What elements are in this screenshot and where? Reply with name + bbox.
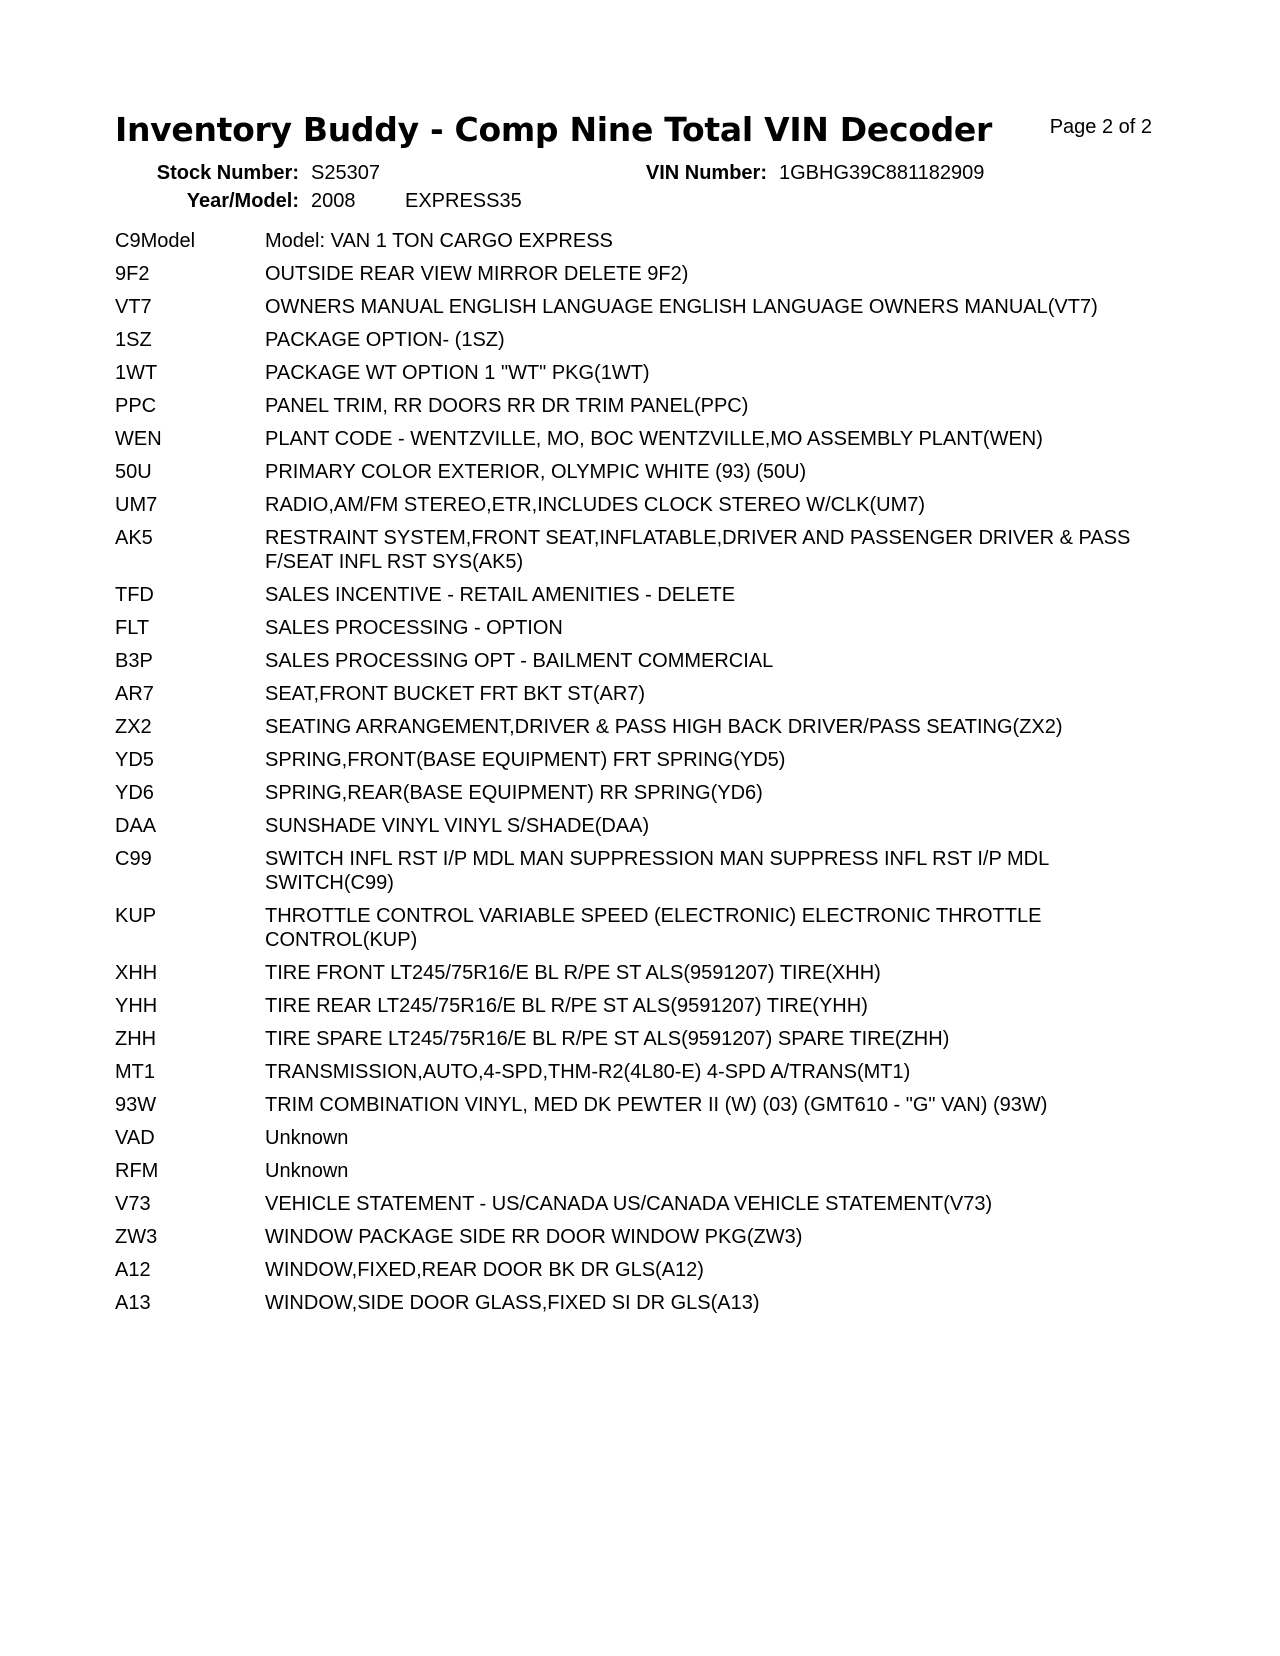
option-row [115,961,1165,985]
option-description: RADIO,AM/FM STEREO,ETR,INCLUDES CLOCK STEREO W/CLK(UM7) [265,494,926,516]
option-description: THROTTLE CONTROL VARIABLE SPEED (ELECTRONIC) ELECTRONIC THROTTLE CONTROL(KUP) [265,905,1042,951]
option-code: ZX2 [115,716,152,738]
option-code: YD6 [115,782,154,804]
option-row [115,1060,1165,1084]
option-code: PPC [115,395,157,417]
option-row [115,1192,1165,1216]
option-description: PLANT CODE - WENTZVILLE, MO, BOC WENTZVILLE,MO ASSEMBLY PLANT(WEN) [265,428,1043,450]
option-row [115,1258,1165,1282]
year-value: 2008 [311,190,356,212]
option-description: Unknown [265,1160,349,1182]
option-row [115,1027,1165,1051]
option-code-list [115,229,1165,1324]
option-description: SPRING,FRONT(BASE EQUIPMENT) FRT SPRING(YD5) [265,749,786,771]
option-row [115,994,1165,1018]
option-row [115,262,1165,286]
option-row [115,814,1165,838]
option-row [115,1225,1165,1249]
option-code: A12 [115,1259,151,1281]
option-code: 93W [115,1094,157,1116]
option-row [115,361,1165,385]
option-description: Model: VAN 1 TON CARGO EXPRESS [265,230,613,252]
option-description: OUTSIDE REAR VIEW MIRROR DELETE 9F2) [265,263,689,285]
option-description: WINDOW,SIDE DOOR GLASS,FIXED SI DR GLS(A13) [265,1292,760,1314]
stock-number-label: Stock Number: [156,162,299,184]
option-row [115,583,1165,607]
option-description: TRANSMISSION,AUTO,4-SPD,THM-R2(4L80-E) 4-SPD A/TRANS(MT1) [265,1061,911,1083]
option-description: SALES INCENTIVE - RETAIL AMENITIES - DELETE [265,584,736,606]
option-code: AR7 [115,683,154,705]
option-row [115,229,1165,253]
option-code: UM7 [115,494,158,516]
option-row [115,847,1165,895]
option-description: TRIM COMBINATION VINYL, MED DK PEWTER II (W) (03) (GMT610 - "G" VAN) (93W) [265,1094,1048,1116]
option-description: SALES PROCESSING OPT - BAILMENT COMMERCIAL [265,650,774,672]
option-description: WINDOW PACKAGE SIDE RR DOOR WINDOW PKG(ZW3) [265,1226,803,1248]
option-code: WEN [115,428,162,450]
option-description: PRIMARY COLOR EXTERIOR, OLYMPIC WHITE (93) (50U) [265,461,807,483]
option-row [115,493,1165,517]
option-code: ZHH [115,1028,157,1050]
option-row [115,1159,1165,1183]
option-code: 1WT [115,362,158,384]
option-description: SALES PROCESSING - OPTION [265,617,563,639]
option-row [115,1093,1165,1117]
document-title: Inventory Buddy - Comp Nine Total VIN Decoder [115,110,992,149]
option-row [115,1291,1165,1315]
option-row [115,328,1165,352]
option-description: WINDOW,FIXED,REAR DOOR BK DR GLS(A12) [265,1259,704,1281]
option-description: PANEL TRIM, RR DOORS RR DR TRIM PANEL(PPC) [265,395,749,417]
option-description: SEATING ARRANGEMENT,DRIVER & PASS HIGH BACK DRIVER/PASS SEATING(ZX2) [265,716,1063,738]
option-description: PACKAGE OPTION- (1SZ) [265,329,505,351]
option-row [115,748,1165,772]
option-row [115,295,1165,319]
option-row [115,715,1165,739]
option-row [115,460,1165,484]
option-code: FLT [115,617,150,639]
option-row [115,1126,1165,1150]
option-description: TIRE REAR LT245/75R16/E BL R/PE ST ALS(9591207) TIRE(YHH) [265,995,868,1017]
option-description: SUNSHADE VINYL VINYL S/SHADE(DAA) [265,815,650,837]
option-code: C9Model [115,230,196,252]
year-model-label: Year/Model: [186,190,299,212]
option-code: AK5 [115,527,153,549]
stock-number-value: S25307 [311,162,380,184]
vin-number-label: VIN Number: [645,162,767,184]
option-code: TFD [115,584,154,606]
vin-number-value: 1GBHG39C881182909 [779,162,985,184]
option-description: OWNERS MANUAL ENGLISH LANGUAGE ENGLISH LANGUAGE OWNERS MANUAL(VT7) [265,296,1098,318]
option-code: YD5 [115,749,154,771]
option-code: VAD [115,1127,155,1149]
option-code: 1SZ [115,329,152,351]
option-description: SEAT,FRONT BUCKET FRT BKT ST(AR7) [265,683,646,705]
model-value: EXPRESS35 [405,190,522,212]
option-row [115,616,1165,640]
option-code: 9F2 [115,263,150,285]
option-row [115,394,1165,418]
option-row [115,649,1165,673]
option-code: 50U [115,461,152,483]
page-number: Page 2 of 2 [1049,116,1152,138]
option-description: Unknown [265,1127,349,1149]
option-description: VEHICLE STATEMENT - US/CANADA US/CANADA VEHICLE STATEMENT(V73) [265,1193,993,1215]
year-model-row [0,188,1280,214]
stock-vin-row [0,160,1280,186]
option-code: ZW3 [115,1226,158,1248]
option-code: VT7 [115,296,152,318]
option-row [115,427,1165,451]
option-description: PACKAGE WT OPTION 1 "WT" PKG(1WT) [265,362,650,384]
option-code: C99 [115,848,152,870]
option-description: SPRING,REAR(BASE EQUIPMENT) RR SPRING(YD6) [265,782,763,804]
option-description: TIRE SPARE LT245/75R16/E BL R/PE ST ALS(9591207) SPARE TIRE(ZHH) [265,1028,950,1050]
option-description: TIRE FRONT LT245/75R16/E BL R/PE ST ALS(9591207) TIRE(XHH) [265,962,881,984]
option-description: RESTRAINT SYSTEM,FRONT SEAT,INFLATABLE,DRIVER AND PASSENGER DRIVER & PASS F/SEAT INFL RST SYS(AK5) [265,527,1131,573]
option-row [115,904,1165,952]
option-description: SWITCH INFL RST I/P MDL MAN SUPPRESSION MAN SUPPRESS INFL RST I/P MDL SWITCH(C99) [265,848,1049,894]
option-code: DAA [115,815,157,837]
option-row [115,781,1165,805]
option-code: XHH [115,962,158,984]
option-code: A13 [115,1292,151,1314]
option-code: KUP [115,905,157,927]
option-row [115,682,1165,706]
option-code: B3P [115,650,153,672]
option-code: MT1 [115,1061,155,1083]
option-row [115,526,1165,574]
option-code: RFM [115,1160,159,1182]
option-code: V73 [115,1193,151,1215]
option-code: YHH [115,995,158,1017]
